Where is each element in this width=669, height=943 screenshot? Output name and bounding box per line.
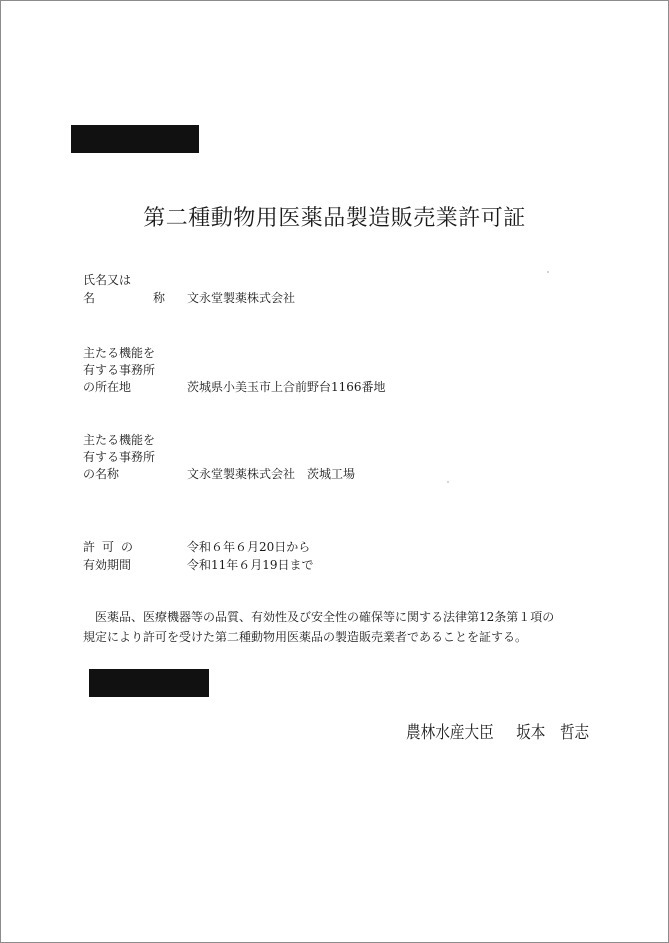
address-label-line-2: 有する事務所 <box>83 363 156 377</box>
certification-statement <box>83 607 603 647</box>
redaction-block-top <box>71 125 199 153</box>
scan-speck <box>547 271 549 273</box>
statement-line-2: 規定により許可を受けた第二種動物用医薬品の製造販売業者であることを証する。 <box>83 630 528 644</box>
address-label-line-1: 主たる機能を <box>83 346 156 360</box>
name-label-line-1: 氏名又は <box>83 273 132 287</box>
signatory-name: 坂本 哲志 <box>516 723 590 743</box>
address-label-line-3: の所在地 <box>83 380 132 394</box>
certificate-title: 第二種動物用医薬品製造販売業許可証 <box>143 206 526 231</box>
office-label-line-1: 主たる機能を <box>83 433 156 447</box>
scan-speck <box>447 481 449 483</box>
office-label-line-3: の名称 <box>83 467 120 481</box>
office-value: 文永堂製薬株式会社 茨城工場 <box>187 467 356 481</box>
name-label-line-2: 名 称 <box>83 291 189 305</box>
name-value: 文永堂製薬株式会社 <box>187 291 296 305</box>
address-value: 茨城県小美玉市上合前野台1166番地 <box>187 380 386 394</box>
signatory-title: 農林水産大臣 <box>406 723 494 743</box>
period-label-line-2: 有効期間 <box>83 558 132 572</box>
period-end-value: 令和11年６月19日まで <box>187 558 314 572</box>
period-start-value: 令和６年６月20日から <box>187 540 311 554</box>
signature-block <box>406 718 589 743</box>
redaction-block-bottom <box>89 669 209 697</box>
office-label-line-2: 有する事務所 <box>83 450 156 464</box>
period-label-line-1: 許可の <box>83 540 141 554</box>
statement-line-1: 医薬品、医療機器等の品質、有効性及び安全性の確保等に関する法律第12条第１項の <box>95 610 555 624</box>
